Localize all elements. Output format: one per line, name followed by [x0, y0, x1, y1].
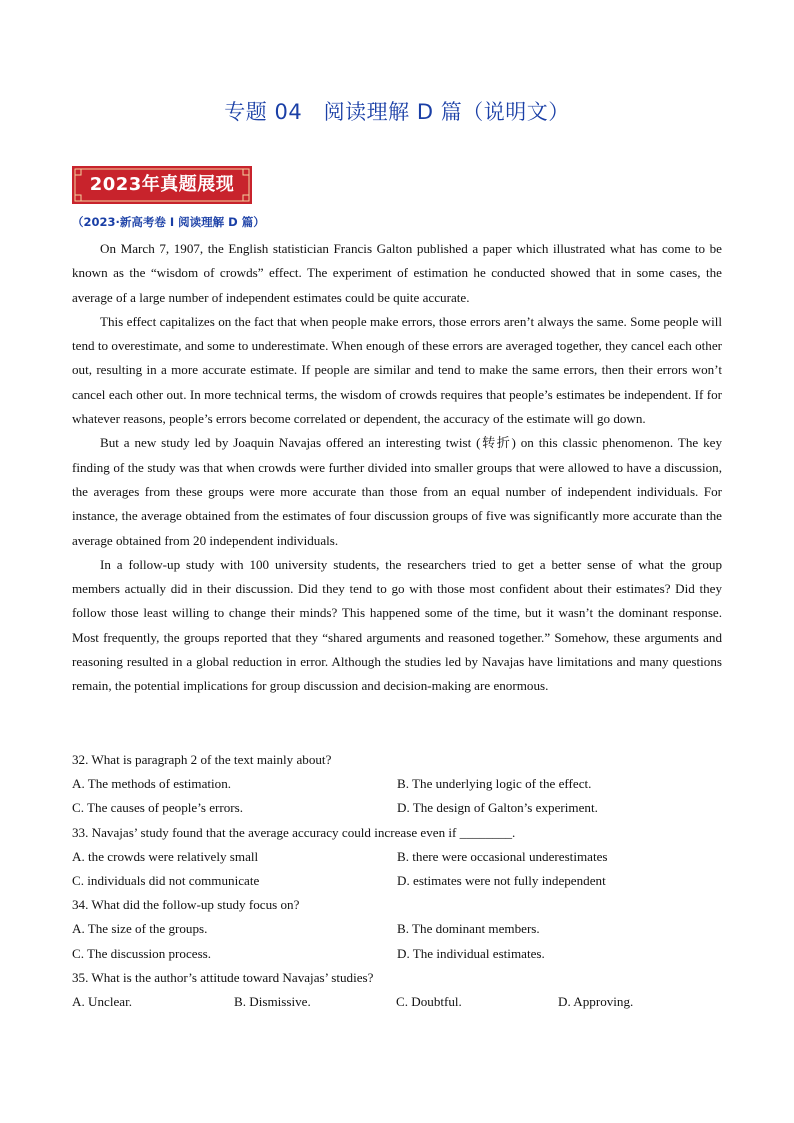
question-stem: 35. What is the author’s attitude toward Navajas’ studies? — [72, 969, 374, 985]
question-32 — [72, 748, 722, 821]
option-c: C. individuals did not communicate — [72, 873, 260, 889]
option-c: C. The discussion process. — [72, 945, 212, 961]
option-c: C. Doubtful. — [396, 994, 462, 1010]
option-a: A. Unclear. — [72, 994, 132, 1010]
question-33 — [72, 821, 722, 894]
option-a: A. the crowds were relatively small — [72, 848, 259, 864]
question-stem: 34. What did the follow-up study focus on? — [72, 897, 300, 913]
banner-label: 2023年真题展现 — [89, 174, 235, 195]
source-label: （2023·新高考卷 I 阅读理解 D 篇） — [72, 215, 265, 229]
paragraph: But a new study led by Joaquin Navajas offered an interesting twist (转折) on this classic phenomenon. The key finding of the study was that when crowds were further divided into smaller groups that were allowed to have a discussion, the averages from these groups were more accurate than those from an equal number of independent individuals. For instance, the average obtained from the estimates of four discussion groups of five was significantly more accurate than the average obtained from 20 independent individuals. — [72, 435, 722, 548]
option-d: D. Approving. — [558, 994, 634, 1010]
option-d: D. The design of Galton’s experiment. — [397, 800, 598, 816]
article-body — [72, 237, 722, 699]
paragraph: This effect capitalizes on the fact that when people make errors, those errors aren’t always the same. Some people will tend to overestimate, and some to underestimate. When enough of these errors are averaged together, they cancel each other out, resulting in a more accurate estimate. If people are similar and tend to make the same errors, then their errors won’t cancel each other out. In more technical terms, the wisdom of crowds requires that people’s estimates be independent. If for whatever reasons, people’s errors become correlated or dependent, the accuracy of the estimate will go down. — [72, 313, 722, 427]
option-b: B. The underlying logic of the effect. — [397, 776, 592, 792]
option-b: B. Dismissive. — [234, 994, 311, 1010]
year-banner — [72, 166, 252, 204]
option-d: D. The individual estimates. — [397, 945, 545, 961]
option-b: B. The dominant members. — [397, 921, 540, 937]
paragraph: In a follow-up study with 100 university students, the researchers tried to get a better sense of what the group members actually did in their discussion. Did they tend to go with those most confident about their estimates? Did they follow those least willing to change their minds? This happened some of the time, but it wasn’t the dominant response. Most frequently, the groups reported that they “shared arguments and reasoned together.” Somehow, these arguments and reasoning resulted in a global reduction in error. Although the studies led by Navajas have limitations and many questions remain, the potential implications for group discussion and decision-making are enormous. — [72, 556, 722, 694]
option-a: A. The size of the groups. — [72, 921, 208, 937]
paragraph: On March 7, 1907, the English statistician Francis Galton published a paper which illustrated what has come to be known as the “wisdom of crowds” effect. The experiment of estimation he conducted showed that in some cases, the average of a large number of independent estimates could be quite accurate. — [72, 241, 722, 305]
option-d: D. estimates were not fully independent — [397, 873, 606, 889]
option-b: B. there were occasional underestimates — [397, 848, 608, 864]
question-35 — [72, 966, 722, 1014]
page-title: 专题 04 阅读理解 D 篇（说明文） — [224, 100, 570, 124]
question-34 — [72, 893, 722, 966]
option-a: A. The methods of estimation. — [72, 776, 232, 792]
option-c: C. The causes of people’s errors. — [72, 800, 244, 816]
question-stem: 32. What is paragraph 2 of the text mainly about? — [72, 752, 332, 767]
question-list — [72, 748, 722, 1014]
question-stem: 33. Navajas’ study found that the average accuracy could increase even if ________. — [72, 824, 516, 840]
